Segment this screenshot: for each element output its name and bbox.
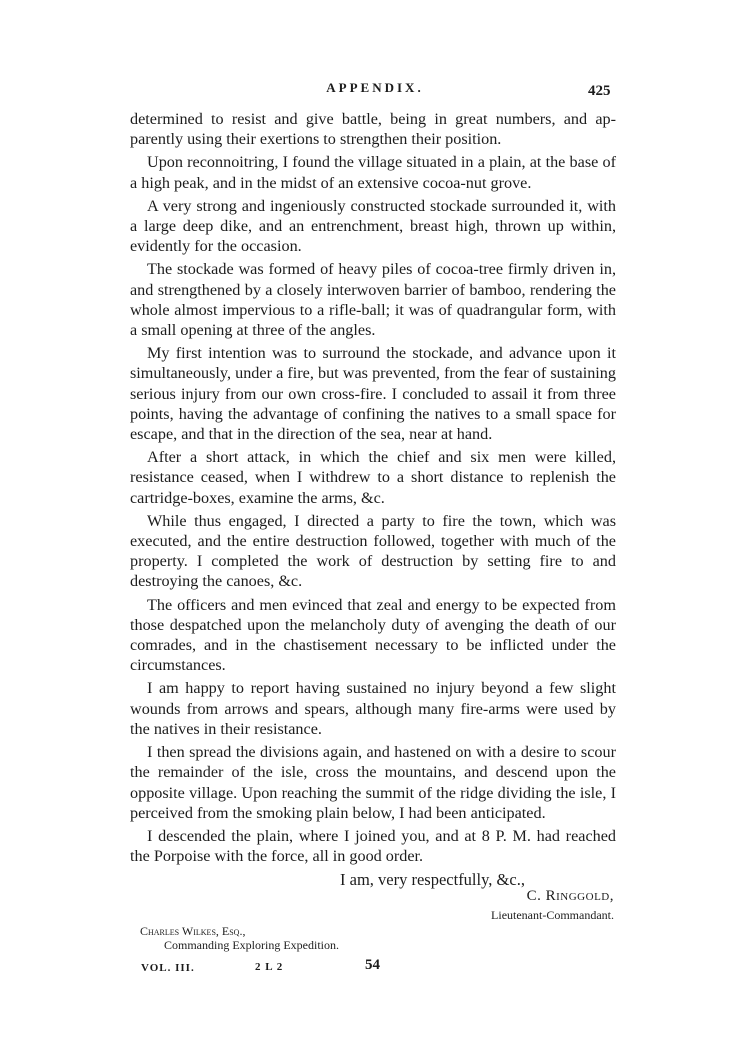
addressee-name: Charles Wilkes, Esq.,: [140, 924, 246, 938]
paragraph: I am happy to report having sustained no injury beyond a few slight wounds from arrows and spears, although many fire-arms were used by the natives in their resistance.: [130, 679, 616, 738]
volume-label: VOL. III.: [141, 962, 195, 974]
closing-line: I am, very respectfully, &c.,: [340, 870, 525, 889]
paragraph: A very strong and ingeniously constructed stockade surrounded it, with a large deep dike, and an entrenchment, breast high, thrown up within, evidently for the occasion.: [130, 196, 616, 256]
running-title: APPENDIX.: [326, 80, 424, 95]
paragraph: I descended the plain, where I joined you, and at 8 P. M. had reached the Porpoise with the force, all in good order.: [130, 826, 616, 866]
paragraph: After a short attack, in which the chief and six men were killed, resistance ceased, when I withdrew to a short distance to replenish the cartridge-boxes, examine the arms, &c.: [130, 448, 616, 507]
paragraph: While thus engaged, I directed a party to fire the town, which was executed, and the entire destruction followed, together with much of the property. I completed the work of destruction by setting fire to and destroying the canoes, &c.: [130, 511, 616, 591]
paragraph: I then spread the divisions again, and hastened on with a desire to scour the remainder of the isle, cross the mountains, and descend upon the opposite village. Upon reaching the summit of the ridge dividing the isle, I perceived from the smoking plain below, I had been anticipated.: [130, 743, 616, 822]
signature-mark: 2 L 2: [255, 961, 284, 973]
signature-title: Lieutenant-Commandant.: [491, 908, 614, 922]
paragraph: My first intention was to surround the stockade, and advance upon it simultaneously, under a fire, but was prevented, from the fear of sustaining serious injury from our own cross-fire. I concluded to assail it from three points, having the advantage of confining the natives to a small space for escape, and that in the direction of the sea, near at hand.: [130, 344, 616, 444]
page-number: 425: [588, 83, 611, 99]
paragraph: Upon reconnoitring, I found the village situated in a plain, at the base of a high peak, and in the midst of an extensive cocoa-nut grove.: [130, 153, 616, 192]
paragraph: The stockade was formed of heavy piles of cocoa-tree firmly driven in, and strengthened by a closely interwoven barrier of bamboo, rendering the whole almost impervious to a rifle-ball; it was of quadrangular form, with a small opening at three of the angles.: [130, 260, 616, 340]
paragraph: The officers and men evinced that zeal and energy to be expected from those despatched upon the melancholy duty of avenging the death of our comrades, and in the chastisement necessary to be inflicted under the circumstances.: [130, 595, 616, 675]
sheet-number: 54: [365, 957, 380, 973]
signature-name: C. Ringgold,: [526, 888, 614, 904]
addressee-title: Commanding Exploring Expedition.: [164, 938, 339, 952]
paragraph: determined to resist and give battle, being in great numbers, and apparently using their exertions to strengthen their position.: [130, 110, 616, 149]
letter-body: [130, 109, 616, 869]
